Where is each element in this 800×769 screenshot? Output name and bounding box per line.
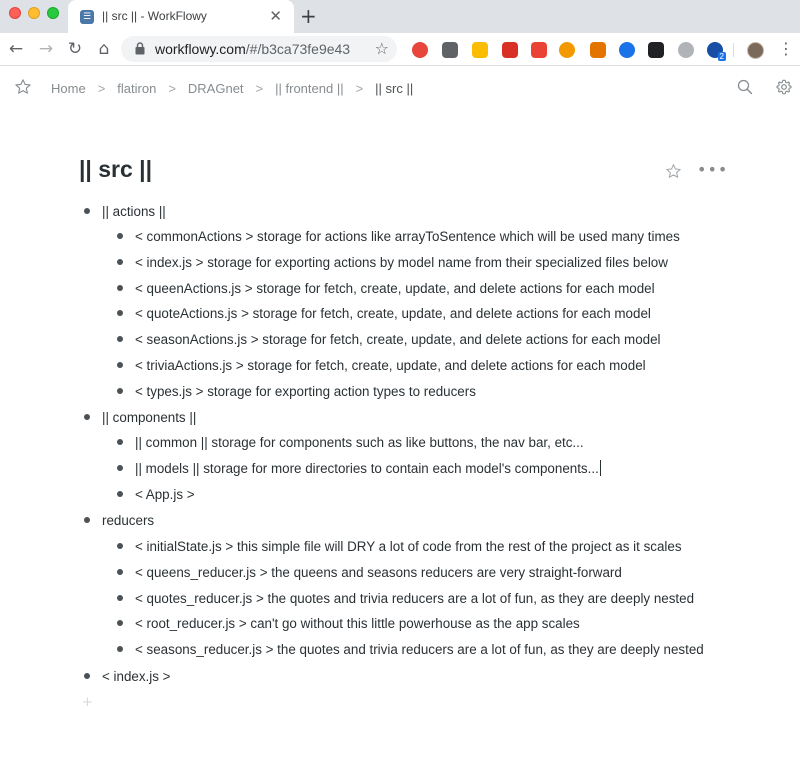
cast-extension-icon[interactable] (531, 42, 547, 58)
badge-extension-icon[interactable] (707, 42, 724, 61)
bullet-icon[interactable] (117, 543, 123, 549)
list-item[interactable] (117, 354, 646, 376)
list-item[interactable] (117, 535, 682, 557)
list-item-text[interactable]: < commonActions > storage for actions like arrayToSentence which will be used many times (135, 228, 680, 244)
list-item-text[interactable]: || models || storage for more directories to contain each model's components... (135, 460, 599, 476)
list-item[interactable] (117, 380, 476, 402)
home-icon[interactable]: ⌂ (98, 39, 110, 59)
workflowy-header (0, 66, 800, 110)
react-devtools-extension-icon[interactable] (648, 42, 664, 58)
star-icon[interactable] (665, 163, 682, 180)
list-item[interactable] (84, 509, 154, 531)
breadcrumb-separator: > (168, 81, 176, 96)
list-item-text[interactable]: < seasonActions.js > storage for fetch, create, update, and delete actions for each model (135, 331, 661, 347)
breadcrumb-src[interactable]: || src || (375, 81, 414, 96)
star-icon[interactable] (14, 78, 32, 96)
breadcrumb (51, 81, 413, 96)
list-item[interactable] (117, 457, 601, 479)
bullet-icon[interactable] (117, 259, 123, 265)
browser-tabstrip (0, 0, 800, 33)
breadcrumb-separator: > (355, 81, 364, 96)
reload-icon[interactable]: ↻ (67, 39, 83, 59)
list-item[interactable] (117, 277, 655, 299)
search-icon[interactable] (737, 79, 753, 95)
pocket-extension-icon[interactable] (442, 42, 458, 58)
list-item-text[interactable]: < triviaActions.js > storage for fetch, create, update, and delete actions for each model (135, 357, 646, 373)
list-item-text[interactable]: || actions || (102, 203, 166, 219)
list-item-text[interactable]: < root_reducer.js > can't go without this little powerhouse as the app scales (135, 615, 580, 631)
list-item-text[interactable]: || components || (102, 409, 197, 425)
breadcrumb-dragnet[interactable]: DRAGnet (187, 81, 244, 96)
list-item-text[interactable]: < index.js > storage for exporting actions by model name from their specialized files below (135, 254, 668, 270)
tab-title: || src || - WorkFlowy (102, 9, 207, 23)
breadcrumb-frontend[interactable]: || frontend || (275, 81, 344, 96)
text-cursor (600, 460, 601, 476)
browser-tab-active[interactable] (68, 0, 294, 33)
bullet-icon[interactable] (117, 491, 123, 497)
megaphone-extension-icon[interactable] (590, 42, 606, 58)
bullet-icon[interactable] (117, 439, 123, 445)
url-host: workflowy.com (155, 41, 246, 57)
bullet-icon[interactable] (84, 517, 90, 523)
list-item-text[interactable]: < initialState.js > this simple file will DRY a lot of code from the rest of the project as it scales (135, 538, 682, 554)
breadcrumb-home[interactable]: Home (51, 81, 86, 96)
bullet-icon[interactable] (117, 285, 123, 291)
bullet-icon[interactable] (117, 646, 123, 652)
list-item[interactable] (117, 328, 661, 350)
list-item[interactable] (117, 587, 694, 609)
tab-close-icon[interactable]: ✕ (269, 7, 282, 25)
gear-icon[interactable] (776, 79, 792, 95)
list-item[interactable] (84, 406, 196, 428)
bullet-icon[interactable] (117, 310, 123, 316)
opera-extension-icon[interactable] (412, 42, 428, 58)
profile-avatar[interactable] (747, 42, 764, 59)
back-arrow-icon[interactable]: ← (8, 39, 24, 59)
extension-badge-count: 2 (719, 52, 724, 61)
todoist-extension-icon[interactable] (502, 42, 518, 58)
more-options-icon[interactable]: ••• (697, 160, 729, 179)
bullet-icon[interactable] (117, 388, 123, 394)
list-item[interactable] (117, 561, 622, 583)
browser-toolbar (0, 33, 800, 65)
workflowy-favicon-icon: ☰ (80, 10, 94, 24)
url-path: /#/b3ca73fe9e43 (245, 41, 351, 57)
list-item-text[interactable]: < seasons_reducer.js > the quotes and trivia reducers are a lot of fun, as they are deeply nested (135, 641, 704, 657)
browser-menu-icon[interactable]: ⋮ (778, 39, 794, 58)
list-item-text[interactable]: < App.js > (135, 486, 195, 502)
new-tab-button[interactable]: + (300, 4, 317, 28)
bullet-icon[interactable] (117, 336, 123, 342)
bullet-icon[interactable] (84, 414, 90, 420)
address-bar[interactable] (121, 36, 397, 62)
owl-extension-icon[interactable] (559, 42, 575, 58)
google-drive-extension-icon[interactable] (472, 42, 488, 58)
list-item-text[interactable]: < quoteActions.js > storage for fetch, create, update, and delete actions for each model (135, 305, 651, 321)
bullet-icon[interactable] (84, 673, 90, 679)
bullet-icon[interactable] (117, 465, 123, 471)
bullet-icon[interactable] (117, 620, 123, 626)
bullet-icon[interactable] (117, 233, 123, 239)
list-item-text[interactable]: < queens_reducer.js > the queens and seasons reducers are very straight-forward (135, 564, 622, 580)
list-item[interactable] (117, 431, 584, 453)
toolbar-divider (733, 43, 734, 57)
bullet-icon[interactable] (117, 595, 123, 601)
breadcrumb-flatiron[interactable]: flatiron (117, 81, 157, 96)
bullet-icon[interactable] (117, 569, 123, 575)
list-item-text[interactable]: < index.js > (102, 668, 171, 684)
breadcrumb-separator: > (97, 81, 106, 96)
close-window-button[interactable] (9, 7, 21, 19)
bullet-icon[interactable] (84, 208, 90, 214)
list-item[interactable] (84, 200, 166, 222)
list-item[interactable] (84, 665, 170, 687)
lock-icon (135, 42, 145, 55)
list-item[interactable] (117, 225, 680, 247)
maximize-window-button[interactable] (47, 7, 59, 19)
list-item-text[interactable]: < quotes_reducer.js > the quotes and trivia reducers are a lot of fun, as they are deeply nested (135, 590, 695, 606)
page-title[interactable]: || src || (79, 156, 153, 182)
bookmark-star-icon[interactable]: ☆ (374, 39, 389, 58)
list-item[interactable] (117, 302, 651, 324)
clipper-extension-icon[interactable] (619, 42, 635, 58)
list-item-text[interactable]: || common || storage for components such as like buttons, the nav bar, etc... (135, 434, 584, 450)
add-item-button[interactable]: + (82, 695, 93, 710)
list-item[interactable] (117, 483, 195, 505)
minimize-window-button[interactable] (28, 7, 40, 19)
emoji-extension-icon[interactable] (678, 42, 694, 58)
list-item-text[interactable]: reducers (102, 512, 155, 528)
list-item-text[interactable]: < queenActions.js > storage for fetch, create, update, and delete actions for each model (135, 280, 655, 296)
breadcrumb-separator: > (255, 81, 264, 96)
list-item[interactable] (117, 612, 580, 634)
forward-arrow-icon[interactable]: → (38, 39, 54, 59)
list-item-text[interactable]: < types.js > storage for exporting action types to reducers (135, 383, 476, 399)
bullet-icon[interactable] (117, 362, 123, 368)
list-item[interactable] (117, 251, 668, 273)
list-item[interactable] (117, 638, 704, 660)
url-text[interactable] (155, 41, 350, 57)
